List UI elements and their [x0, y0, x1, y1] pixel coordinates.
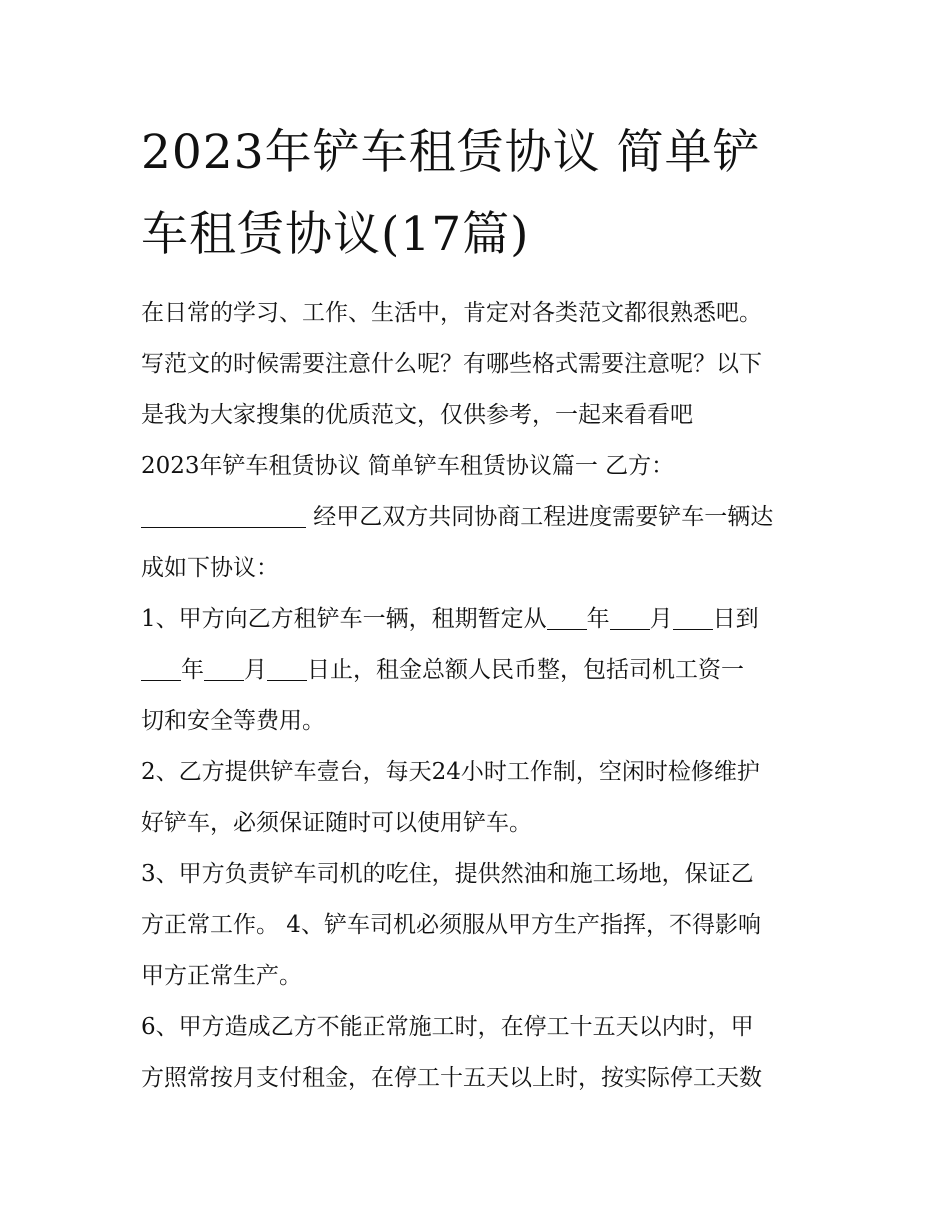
- clause-1-line-2: [141, 645, 821, 696]
- clause-3-line-1: 3、甲方负责铲车司机的吃住，提供然油和施工场地，保证乙: [141, 861, 754, 887]
- blank-start-day: [673, 606, 713, 630]
- intro-line-2: 写范文的时候需要注意什么呢？有哪些格式需要注意呢？以下: [141, 351, 762, 377]
- clause-1-text-a: 1、甲方向乙方租铲车一辆，租期暂定从: [141, 606, 547, 632]
- body-line-2: [141, 492, 821, 543]
- blank-end-month: [204, 657, 244, 681]
- clause-1-text-b: 年: [586, 606, 610, 632]
- blank-start-month: [610, 606, 650, 630]
- intro-line-1: 在日常的学习、工作、生活中，肯定对各类范文都很熟悉吧。: [141, 300, 762, 326]
- blank-party-b: [141, 504, 306, 528]
- clause-1-text-f: 月: [244, 657, 267, 683]
- clause-6-line-1: 6、甲方造成乙方不能正常施工时，在停工十五天以内时，甲: [141, 1014, 754, 1040]
- blank-end-day: [267, 657, 307, 681]
- body-line-1: 2023年铲车租赁协议 简单铲车租赁协议篇一 乙方：: [141, 453, 675, 479]
- clause-4-line-2: 甲方正常生产。: [141, 963, 302, 989]
- clause-6-line-2: 方照常按月支付租金，在停工十五天以上时，按实际停工天数: [141, 1065, 762, 1091]
- clause-1-line-3: 切和安全等费用。: [141, 708, 325, 734]
- intro-line-3: 是我为大家搜集的优质范文，仅供参考，一起来看看吧: [141, 402, 693, 428]
- clause-1-text-g: 日止，租金总额人民币整，包括司机工资一: [307, 657, 744, 683]
- clause-1-text-c: 月: [649, 606, 673, 632]
- blank-start-year: [547, 606, 587, 630]
- clause-1-text-e: 年: [181, 657, 204, 683]
- clause-2-line-2: 好铲车，必须保证随时可以使用铲车。: [141, 810, 532, 836]
- document-page: [141, 112, 821, 1104]
- blank-end-year: [141, 657, 181, 681]
- title-line-1: 2023年铲车租赁协议 简单铲: [141, 125, 761, 180]
- clause-1-line-1: [141, 594, 821, 645]
- document-title: [141, 112, 821, 276]
- clause-1-text-d: 日到: [712, 606, 759, 632]
- document-body: [141, 288, 821, 1104]
- title-line-2: 车租赁协议(17篇): [141, 207, 530, 262]
- body-line-2-text: 经甲乙双方共同协商工程进度需要铲车一辆达: [306, 504, 774, 530]
- body-line-3: 成如下协议：: [141, 555, 279, 581]
- clause-2-line-1: 2、乙方提供铲车壹台，每天24小时工作制，空闲时检修维护: [141, 759, 760, 785]
- clause-3-line-2: 方正常工作。 4、铲车司机必须服从甲方生产指挥，不得影响: [141, 912, 761, 938]
